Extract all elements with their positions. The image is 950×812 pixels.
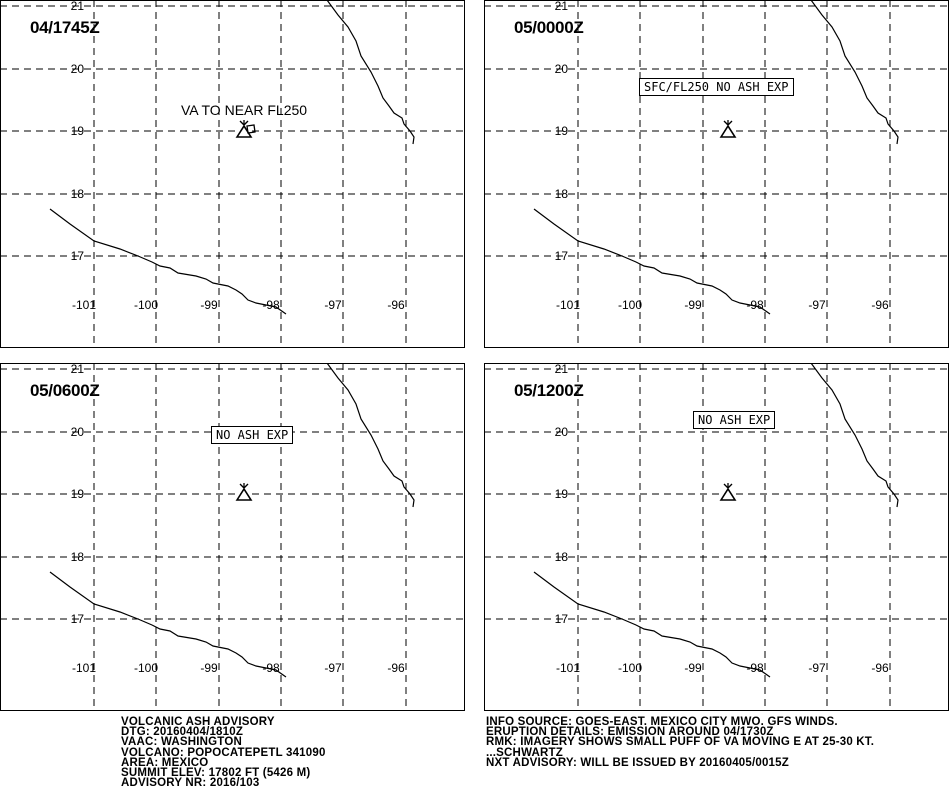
ash-cloud-area — [247, 125, 255, 133]
longitude-label: -99 — [684, 661, 702, 675]
volcano-triangle-icon — [237, 483, 251, 500]
latitude-label: 20 — [554, 425, 568, 439]
gulf-coastline — [327, 0, 414, 144]
ash-annotation: NO ASH EXP — [211, 426, 293, 444]
panel-frame — [1, 1, 465, 348]
panel-time-label: 04/1745Z — [30, 18, 100, 37]
gulf-coastline — [327, 363, 414, 507]
latitude-label: 18 — [70, 187, 84, 201]
advisory-info-left — [121, 717, 326, 788]
latitude-label: 21 — [554, 362, 568, 376]
latitude-label: 19 — [70, 487, 84, 501]
forecast-panel-1 — [0, 0, 465, 348]
forecast-panel-2 — [484, 0, 949, 348]
ash-annotation: SFC/FL250 NO ASH EXP — [639, 78, 794, 96]
advisory-line: NXT ADVISORY: WILL BE ISSUED BY 20160405/0015Z — [486, 756, 789, 769]
advisory-line: SUMMIT ELEV: 17802 FT (5426 M) — [121, 766, 311, 779]
longitude-label: -97 — [324, 298, 342, 312]
advisory-line: ERUPTION DETAILS: EMISSION AROUND 04/1730Z — [486, 726, 774, 739]
longitude-label: -99 — [200, 661, 218, 675]
latitude-label: 18 — [554, 187, 568, 201]
latitude-label: 21 — [554, 0, 568, 13]
longitude-label: -99 — [684, 298, 702, 312]
advisory-line: INFO SOURCE: GOES-EAST. MEXICO CITY MWO. GFS WINDS. — [486, 716, 838, 728]
ash-annotation: NO ASH EXP — [693, 411, 775, 429]
latitude-label: 18 — [70, 550, 84, 564]
map-graphic — [484, 0, 949, 348]
longitude-label: -100 — [133, 661, 159, 675]
longitude-label: -101 — [71, 661, 97, 675]
panel-time-label: 05/1200Z — [514, 381, 584, 400]
longitude-label: -100 — [617, 661, 643, 675]
advisory-line: VOLCANIC ASH ADVISORY — [121, 716, 275, 728]
latitude-label: 18 — [554, 550, 568, 564]
advisory-line: ADVISORY NR: 2016/103 — [121, 777, 260, 790]
panel-frame — [1, 364, 465, 711]
longitude-label: -101 — [555, 661, 581, 675]
latitude-label: 17 — [70, 249, 84, 263]
latitude-label: 19 — [70, 124, 84, 138]
longitude-label: -101 — [71, 298, 97, 312]
advisory-line: DTG: 20160404/1810Z — [121, 726, 244, 739]
longitude-label: -96 — [387, 661, 405, 675]
longitude-label: -100 — [617, 298, 643, 312]
advisory-line: AREA: MEXICO — [121, 756, 209, 769]
longitude-label: -98 — [746, 298, 764, 312]
forecast-panel-4 — [484, 363, 949, 711]
longitude-label: -98 — [746, 661, 764, 675]
latitude-label: 21 — [70, 362, 84, 376]
panel-frame — [485, 1, 949, 348]
latitude-label: 17 — [554, 249, 568, 263]
longitude-label: -97 — [808, 661, 826, 675]
latitude-label: 20 — [70, 425, 84, 439]
advisory-info-right — [486, 717, 874, 768]
latitude-label: 17 — [554, 612, 568, 626]
latitude-label: 17 — [70, 612, 84, 626]
longitude-label: -100 — [133, 298, 159, 312]
longitude-label: -98 — [262, 661, 280, 675]
longitude-label: -98 — [262, 298, 280, 312]
longitude-label: -101 — [555, 298, 581, 312]
panel-time-label: 05/0000Z — [514, 18, 584, 37]
ash-annotation: VA TO NEAR FL250 — [181, 102, 308, 118]
advisory-line: RMK: IMAGERY SHOWS SMALL PUFF OF VA MOVING E AT 25-30 KT. — [486, 736, 875, 749]
map-graphic — [0, 363, 465, 711]
volcano-triangle-icon — [721, 120, 735, 137]
longitude-label: -97 — [324, 661, 342, 675]
advisory-line: ...SCHWARTZ — [486, 746, 563, 759]
latitude-label: 21 — [70, 0, 84, 13]
volcano-triangle-icon — [237, 120, 251, 137]
longitude-label: -99 — [200, 298, 218, 312]
advisory-line: VOLCANO: POPOCATEPETL 341090 — [121, 746, 326, 759]
latitude-label: 19 — [554, 124, 568, 138]
gulf-coastline — [811, 363, 898, 507]
latitude-label: 19 — [554, 487, 568, 501]
longitude-label: -96 — [871, 661, 889, 675]
map-graphic — [0, 0, 465, 348]
longitude-label: -96 — [387, 298, 405, 312]
gulf-coastline — [811, 0, 898, 144]
latitude-label: 20 — [70, 62, 84, 76]
longitude-label: -97 — [808, 298, 826, 312]
latitude-label: 20 — [554, 62, 568, 76]
forecast-panel-3 — [0, 363, 465, 711]
panel-time-label: 05/0600Z — [30, 381, 100, 400]
volcano-triangle-icon — [721, 483, 735, 500]
longitude-label: -96 — [871, 298, 889, 312]
advisory-line: VAAC: WASHINGTON — [121, 736, 242, 749]
